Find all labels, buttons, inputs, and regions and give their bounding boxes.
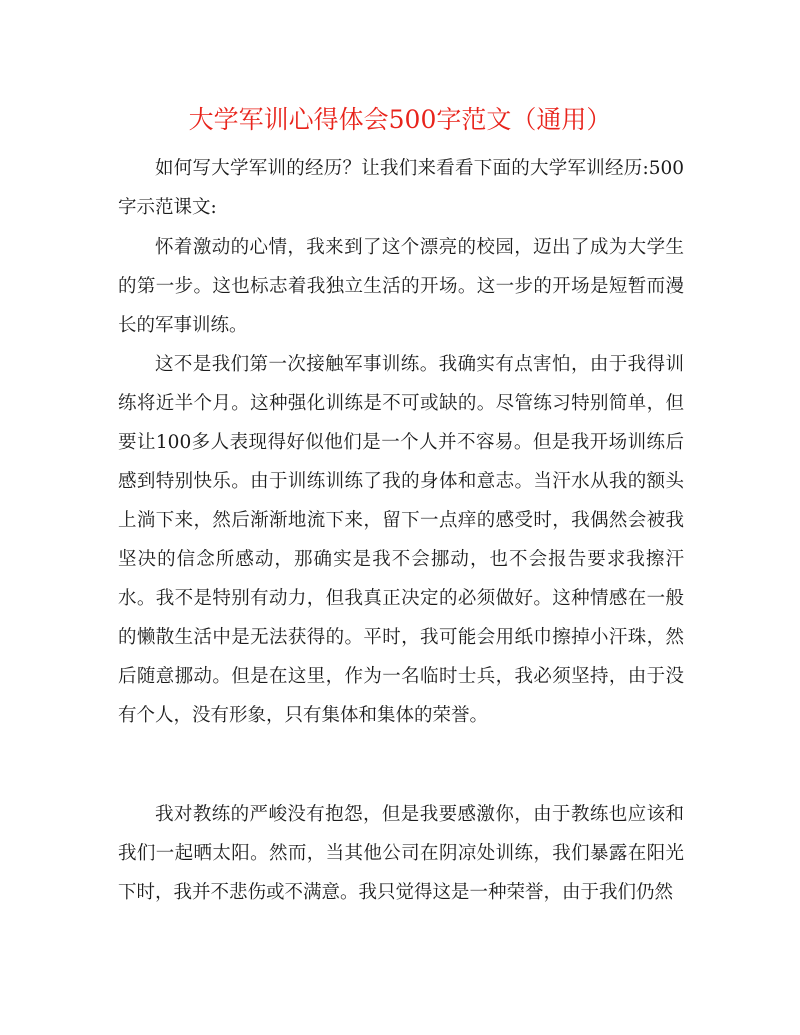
document-title: 大学军训心得体会500字范文（通用） xyxy=(188,105,612,134)
paragraph-training: 这不是我们第一次接触军事训练。我确实有点害怕，由于我得训练将近半个月。这种强化训练是不可或缺的。尽管练习特别简单，但要让100多人表现得好似他们是一个人并不容易。但是我开场训练后感到特别快乐。由于训练训练了我的身体和意志。当汗水从我的额头上淌下来，然后渐渐地流下来，留下一点痒的感受时，我偶然会被我坚决的信念所感动，那确实是我不会挪动，也不会报告要求我擦汗水。我不是特别有动力，但我真正决定的必须做好。这种情感在一般的懒散生活中是无法获得的。平时，我可能会用纸巾擦掉小汗珠，然后随意挪动。但是在这里，作为一名临时士兵，我必须坚持，由于没有个人，没有形象，只有集体和集体的荣誉。 xyxy=(118,354,684,726)
paragraph-instructor: 我对教练的严峻没有抱怨，但是我要感激你，由于教练也应该和我们一起晒太阳。然而，当其他公司在阴凉处训练，我们暴露在阳光下时，我并不悲伤或不满意。我只觉得这是一种荣誉，由于我们仍然 xyxy=(118,804,684,903)
paragraph-intro: 如何写大学军训的经历？让我们来看看下面的大学军训经历:500字示范课文: xyxy=(118,158,684,218)
paragraph-arrival: 怀着激动的心情，我来到了这个漂亮的校园，迈出了成为大学生的第一步。这也标志着我独立生活的开场。这一步的开场是短暂而漫长的军事训练。 xyxy=(118,237,684,336)
